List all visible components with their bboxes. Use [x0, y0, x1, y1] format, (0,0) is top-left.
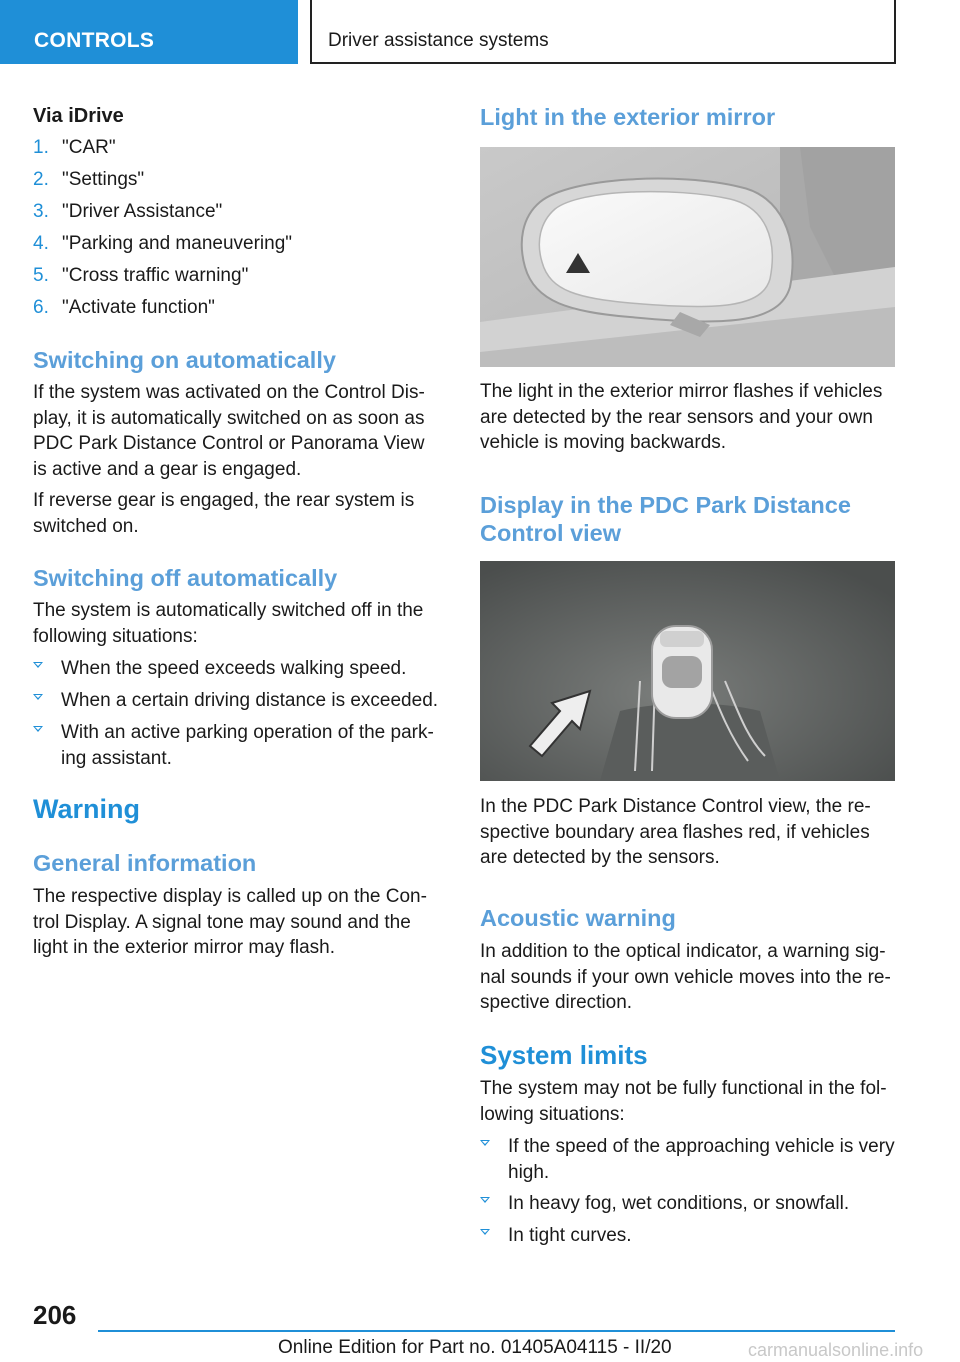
exterior-mirror-heading: Light in the exterior mirror — [480, 104, 776, 130]
pdc-view-heading: Display in the PDC Park Distance Control view — [480, 492, 851, 546]
section-label: CONTROLS — [34, 29, 155, 52]
exterior-mirror-paragraph: The light in the exterior mirror flashes if vehicles are detected by the rear sensors and your own vehicle is moving backwards. — [480, 381, 883, 453]
exterior-mirror-illustration — [480, 147, 895, 367]
bullet-arrow-icon — [480, 1229, 490, 1235]
general-information-paragraph: The respective display is called up on the Con‐trol Display. A signal tone may sound and the light in the exterior mirror may flash. — [33, 886, 427, 958]
switching-off-paragraph: The system is automatically switched off in the following situations: — [33, 600, 424, 647]
list-item: If the speed of the approaching vehicle is very high. — [480, 1134, 896, 1185]
acoustic-warning-heading: Acoustic warning — [480, 905, 676, 931]
list-item: In tight curves. — [480, 1223, 896, 1249]
acoustic-warning-paragraph: In addition to the optical indicator, a warning sig‐nal sounds if your own vehicle moves into the re‐spective direction. — [480, 941, 891, 1013]
via-idrive-heading: Via iDrive — [33, 105, 124, 127]
bullet-arrow-icon — [480, 1197, 490, 1203]
bullet-arrow-icon — [33, 694, 43, 700]
watermark-text: carmanualsonline.info — [748, 1340, 924, 1360]
general-information-heading: General information — [33, 850, 257, 876]
list-item: With an active parking operation of the park‐ing assistant. — [33, 720, 443, 771]
switching-off-heading: Switching off automatically — [33, 565, 338, 591]
system-limits-heading: System limits — [480, 1040, 648, 1070]
pdc-view-paragraph: In the PDC Park Distance Control view, the re‐spective boundary area flashes red, if vehicles are detected by the sensors. — [480, 796, 871, 868]
bullet-arrow-icon — [480, 1140, 490, 1146]
switching-on-paragraph-2: If reverse gear is engaged, the rear system is switched on. — [33, 490, 415, 537]
switching-on-paragraph-1: If the system was activated on the Control Dis‐play, it is automatically switched on as soon as PDC Park Distance Control or Panorama View is active and a gear is engaged. — [33, 382, 425, 480]
list-item: When a certain driving distance is exceeded. — [33, 688, 443, 714]
footer-divider — [98, 1330, 895, 1332]
section-tab — [0, 0, 298, 64]
pdc-view-illustration — [480, 561, 895, 781]
chapter-header — [310, 0, 896, 64]
switching-on-heading: Switching on automatically — [33, 347, 336, 373]
warning-heading: Warning — [33, 794, 140, 824]
list-item: In heavy fog, wet conditions, or snowfall. — [480, 1191, 896, 1217]
page-number: 206 — [33, 1300, 77, 1330]
edition-text: Online Edition for Part no. 01405A04115 - II/20 — [278, 1337, 672, 1358]
bullet-arrow-icon — [33, 726, 43, 732]
bullet-arrow-icon — [33, 662, 43, 668]
chapter-title: Driver assistance systems — [328, 30, 549, 51]
list-item: When the speed exceeds walking speed. — [33, 656, 443, 682]
system-limits-paragraph: The system may not be fully functional in the fol‐lowing situations: — [480, 1078, 887, 1125]
